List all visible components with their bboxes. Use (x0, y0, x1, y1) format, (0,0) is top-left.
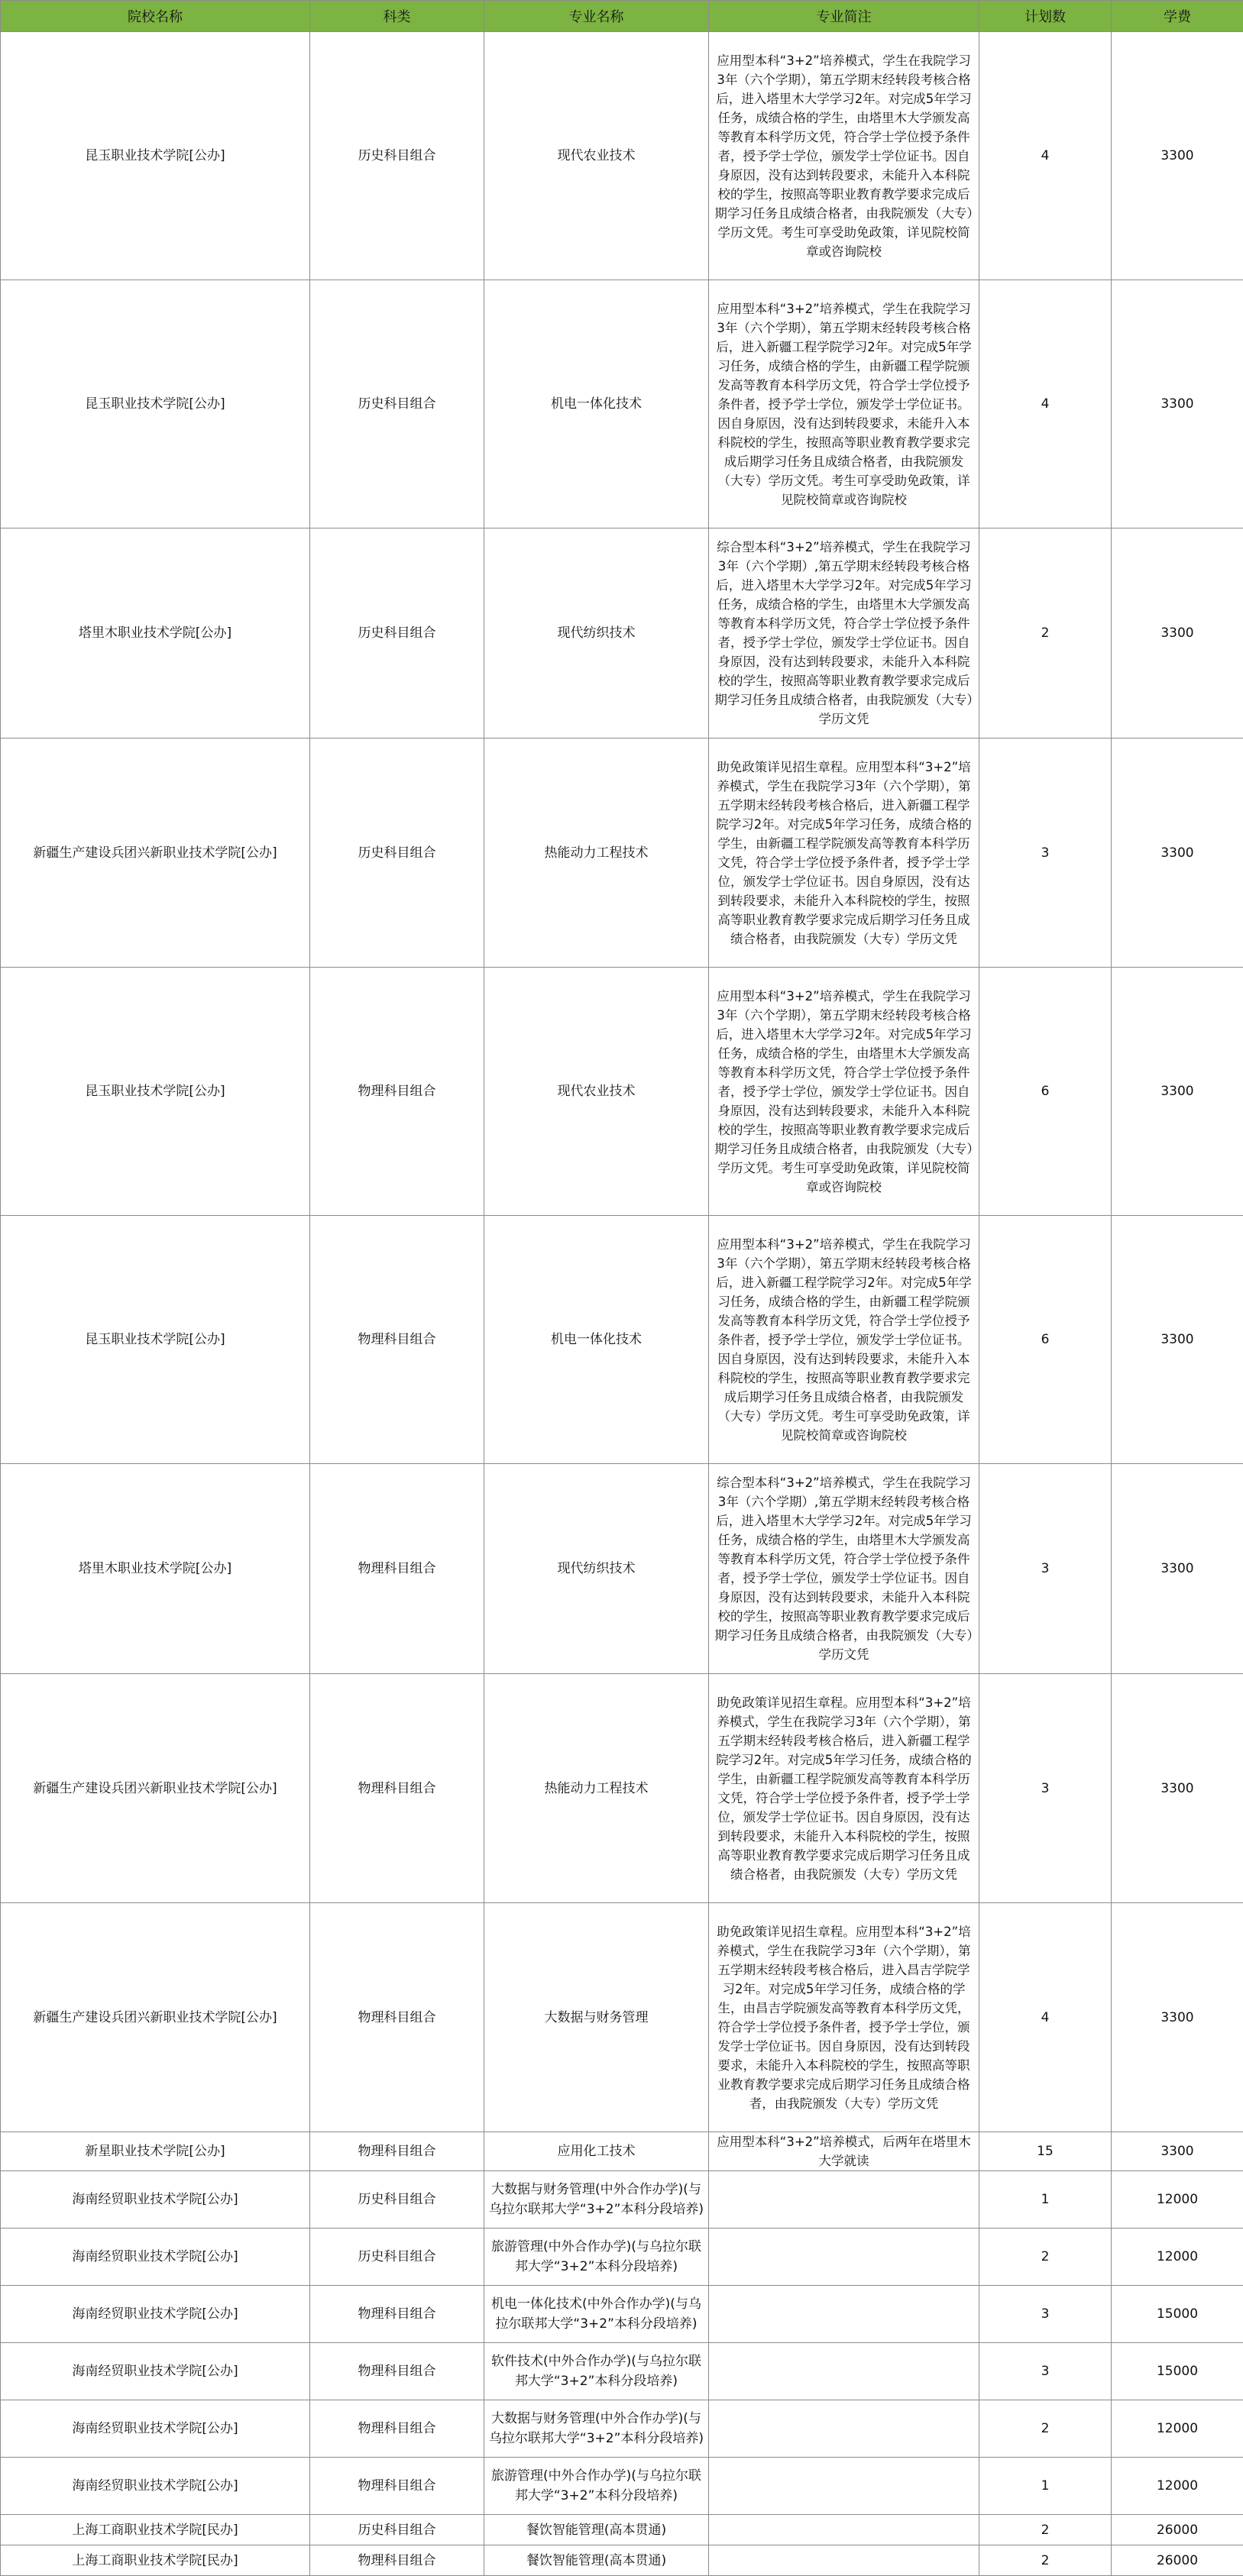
fee-cell: 12000 (1112, 2400, 1243, 2458)
school-cell: 昆玉职业技术学院[公办] (1, 32, 310, 280)
major-cell: 机电一体化技术 (484, 1216, 709, 1464)
plan-cell: 1 (979, 2458, 1112, 2515)
major-cell: 机电一体化技术(中外合作办学)(与乌拉尔联邦大学“3+2”本科分段培养) (484, 2286, 709, 2343)
header-plan: 计划数 (979, 1, 1112, 32)
note-cell: 应用型本科“3+2”培养模式，后两年在塔里木大学就读 (709, 2132, 979, 2171)
note-cell (709, 2515, 979, 2545)
category-cell: 历史科目组合 (310, 2171, 484, 2229)
category-cell: 历史科目组合 (310, 280, 484, 528)
fee-cell: 12000 (1112, 2171, 1243, 2229)
fee-cell: 3300 (1112, 1674, 1243, 1903)
major-cell: 现代纺织技术 (484, 528, 709, 739)
table-row (1, 2229, 1243, 2286)
table-row (1, 280, 1243, 528)
note-cell (709, 2458, 979, 2515)
category-cell: 物理科目组合 (310, 2132, 484, 2171)
header-category: 科类 (310, 1, 484, 32)
category-cell: 物理科目组合 (310, 1674, 484, 1903)
table-row (1, 2171, 1243, 2229)
note-cell: 应用型本科“3+2”培养模式，学生在我院学习3年（六个学期），第五学期末经转段考核合格后，进入塔里木大学学习2年。对完成5年学习任务，成绩合格的学生，由塔里木大学颁发高等教育本科学历文凭，符合学士学位授予条件者，授予学士学位，颁发学士学位证书。因自身原因，没有达到转段要求，未能升入本科院校的学生，按照高等职业教育教学要求完成后期学习任务且成绩合格者，由我院颁发（大专）学历文凭。考生可享受助免政策，详见院校简章或咨询院校 (709, 32, 979, 280)
table-header-row (1, 1, 1243, 32)
major-cell: 大数据与财务管理(中外合作办学)(与乌拉尔联邦大学“3+2”本科分段培养) (484, 2171, 709, 2229)
fee-cell: 3300 (1112, 1464, 1243, 1674)
fee-cell: 3300 (1112, 1216, 1243, 1464)
school-cell: 新疆生产建设兵团兴新职业技术学院[公办] (1, 739, 310, 968)
school-cell: 昆玉职业技术学院[公办] (1, 968, 310, 1216)
table-row (1, 1903, 1243, 2132)
plan-cell: 6 (979, 968, 1112, 1216)
major-cell: 现代农业技术 (484, 32, 709, 280)
plan-cell: 1 (979, 2171, 1112, 2229)
table-row (1, 2515, 1243, 2545)
table-row (1, 739, 1243, 968)
note-cell (709, 2286, 979, 2343)
table-row (1, 968, 1243, 1216)
plan-cell: 3 (979, 1674, 1112, 1903)
school-cell: 海南经贸职业技术学院[公办] (1, 2229, 310, 2286)
school-cell: 海南经贸职业技术学院[公办] (1, 2458, 310, 2515)
school-cell: 上海工商职业技术学院[民办] (1, 2545, 310, 2576)
fee-cell: 3300 (1112, 1903, 1243, 2132)
note-cell: 助免政策详见招生章程。应用型本科“3+2”培养模式，学生在我院学习3年（六个学期），第五学期末经转段考核合格后，进入新疆工程学院学习2年。对完成5年学习任务，成绩合格的学生，由新疆工程学院颁发高等教育本科学历文凭，符合学士学位授予条件者，授予学士学位，颁发学士学位证书。因自身原因，没有达到转段要求，未能升入本科院校的学生，按照高等职业教育教学要求完成后期学习任务且成绩合格者，由我院颁发（大专）学历文凭 (709, 1674, 979, 1903)
major-cell: 现代农业技术 (484, 968, 709, 1216)
table-row (1, 2132, 1243, 2171)
major-cell: 大数据与财务管理 (484, 1903, 709, 2132)
note-cell (709, 2171, 979, 2229)
school-cell: 塔里木职业技术学院[公办] (1, 1464, 310, 1674)
plan-cell: 4 (979, 280, 1112, 528)
header-note: 专业简注 (709, 1, 979, 32)
plan-cell: 3 (979, 739, 1112, 968)
fee-cell: 15000 (1112, 2286, 1243, 2343)
plan-cell: 6 (979, 1216, 1112, 1464)
major-cell: 机电一体化技术 (484, 280, 709, 528)
category-cell: 物理科目组合 (310, 1464, 484, 1674)
school-cell: 海南经贸职业技术学院[公办] (1, 2171, 310, 2229)
major-cell: 现代纺织技术 (484, 1464, 709, 1674)
category-cell: 物理科目组合 (310, 2458, 484, 2515)
note-cell (709, 2545, 979, 2576)
major-cell: 餐饮智能管理(高本贯通) (484, 2515, 709, 2545)
table-row (1, 528, 1243, 739)
plan-cell: 2 (979, 2545, 1112, 2576)
fee-cell: 3300 (1112, 968, 1243, 1216)
fee-cell: 15000 (1112, 2343, 1243, 2400)
plan-cell: 4 (979, 32, 1112, 280)
major-cell: 热能动力工程技术 (484, 1674, 709, 1903)
note-cell (709, 2343, 979, 2400)
table-row (1, 2458, 1243, 2515)
fee-cell: 12000 (1112, 2229, 1243, 2286)
fee-cell: 3300 (1112, 739, 1243, 968)
fee-cell: 12000 (1112, 2458, 1243, 2515)
plan-cell: 2 (979, 2400, 1112, 2458)
category-cell: 物理科目组合 (310, 2286, 484, 2343)
fee-cell: 26000 (1112, 2515, 1243, 2545)
plan-cell: 2 (979, 528, 1112, 739)
major-cell: 餐饮智能管理(高本贯通) (484, 2545, 709, 2576)
table-row (1, 1464, 1243, 1674)
note-cell: 综合型本科“3+2”培养模式，学生在我院学习3年（六个学期）,第五学期末经转段考核合格后，进入塔里木大学学习2年。对完成5年学习任务，成绩合格的学生，由塔里木大学颁发高等教育本科学历文凭，符合学士学位授予条件者，授予学士学位，颁发学士学位证书。因自身原因，没有达到转段要求，未能升入本科院校的学生，按照高等职业教育教学要求完成后期学习任务且成绩合格者，由我院颁发（大专）学历文凭 (709, 1464, 979, 1674)
category-cell: 物理科目组合 (310, 1216, 484, 1464)
category-cell: 历史科目组合 (310, 2515, 484, 2545)
header-fee: 学费 (1112, 1, 1243, 32)
category-cell: 历史科目组合 (310, 32, 484, 280)
plan-cell: 2 (979, 2515, 1112, 2545)
category-cell: 物理科目组合 (310, 2400, 484, 2458)
major-cell: 旅游管理(中外合作办学)(与乌拉尔联邦大学“3+2”本科分段培养) (484, 2229, 709, 2286)
plan-cell: 2 (979, 2229, 1112, 2286)
note-cell (709, 2400, 979, 2458)
plan-cell: 15 (979, 2132, 1112, 2171)
school-cell: 昆玉职业技术学院[公办] (1, 280, 310, 528)
table-row (1, 32, 1243, 280)
note-cell: 应用型本科“3+2”培养模式，学生在我院学习3年（六个学期），第五学期末经转段考核合格后，进入新疆工程学院学习2年。对完成5年学习任务，成绩合格的学生，由新疆工程学院颁发高等教育本科学历文凭，符合学士学位授予条件者，授予学士学位，颁发学士学位证书。因自身原因，没有达到转段要求，未能升入本科院校的学生，按照高等职业教育教学要求完成后期学习任务且成绩合格者，由我院颁发（大专）学历文凭。考生可享受助免政策，详见院校简章或咨询院校 (709, 1216, 979, 1464)
category-cell: 物理科目组合 (310, 1903, 484, 2132)
fee-cell: 3300 (1112, 32, 1243, 280)
category-cell: 物理科目组合 (310, 968, 484, 1216)
note-cell: 应用型本科“3+2”培养模式，学生在我院学习3年（六个学期），第五学期末经转段考核合格后，进入塔里木大学学习2年。对完成5年学习任务，成绩合格的学生，由塔里木大学颁发高等教育本科学历文凭，符合学士学位授予条件者，授予学士学位，颁发学士学位证书。因自身原因，没有达到转段要求，未能升入本科院校的学生，按照高等职业教育教学要求完成后期学习任务且成绩合格者，由我院颁发（大专）学历文凭。考生可享受助免政策，详见院校简章或咨询院校 (709, 968, 979, 1216)
school-cell: 上海工商职业技术学院[民办] (1, 2515, 310, 2545)
school-cell: 昆玉职业技术学院[公办] (1, 1216, 310, 1464)
category-cell: 物理科目组合 (310, 2545, 484, 2576)
table-row (1, 2343, 1243, 2400)
table-row (1, 2400, 1243, 2458)
major-cell: 大数据与财务管理(中外合作办学)(与乌拉尔联邦大学“3+2”本科分段培养) (484, 2400, 709, 2458)
plan-cell: 3 (979, 1464, 1112, 1674)
category-cell: 历史科目组合 (310, 528, 484, 739)
category-cell: 物理科目组合 (310, 2343, 484, 2400)
plan-cell: 3 (979, 2343, 1112, 2400)
note-cell: 应用型本科“3+2”培养模式，学生在我院学习3年（六个学期），第五学期末经转段考核合格后，进入新疆工程学院学习2年。对完成5年学习任务，成绩合格的学生，由新疆工程学院颁发高等教育本科学历文凭，符合学士学位授予条件者，授予学士学位，颁发学士学位证书。因自身原因，没有达到转段要求，未能升入本科院校的学生，按照高等职业教育教学要求完成后期学习任务且成绩合格者，由我院颁发（大专）学历文凭。考生可享受助免政策，详见院校简章或咨询院校 (709, 280, 979, 528)
school-cell: 新星职业技术学院[公办] (1, 2132, 310, 2171)
note-cell: 综合型本科“3+2”培养模式，学生在我院学习3年（六个学期）,第五学期末经转段考核合格后，进入塔里木大学学习2年。对完成5年学习任务，成绩合格的学生，由塔里木大学颁发高等教育本科学历文凭，符合学士学位授予条件者，授予学士学位，颁发学士学位证书。因自身原因，没有达到转段要求，未能升入本科院校的学生，按照高等职业教育教学要求完成后期学习任务且成绩合格者，由我院颁发（大专）学历文凭 (709, 528, 979, 739)
school-cell: 海南经贸职业技术学院[公办] (1, 2343, 310, 2400)
school-cell: 新疆生产建设兵团兴新职业技术学院[公办] (1, 1674, 310, 1903)
header-school: 院校名称 (1, 1, 310, 32)
fee-cell: 3300 (1112, 528, 1243, 739)
note-cell: 助免政策详见招生章程。应用型本科“3+2”培养模式，学生在我院学习3年（六个学期），第五学期末经转段考核合格后，进入新疆工程学院学习2年。对完成5年学习任务，成绩合格的学生，由新疆工程学院颁发高等教育本科学历文凭，符合学士学位授予条件者，授予学士学位，颁发学士学位证书。因自身原因，没有达到转段要求，未能升入本科院校的学生，按照高等职业教育教学要求完成后期学习任务且成绩合格者，由我院颁发（大专）学历文凭 (709, 739, 979, 968)
table-row (1, 2286, 1243, 2343)
table-row (1, 1674, 1243, 1903)
header-major: 专业名称 (484, 1, 709, 32)
note-cell (709, 2229, 979, 2286)
major-cell: 热能动力工程技术 (484, 739, 709, 968)
major-cell: 旅游管理(中外合作办学)(与乌拉尔联邦大学“3+2”本科分段培养) (484, 2458, 709, 2515)
major-cell: 软件技术(中外合作办学)(与乌拉尔联邦大学“3+2”本科分段培养) (484, 2343, 709, 2400)
category-cell: 历史科目组合 (310, 2229, 484, 2286)
school-cell: 新疆生产建设兵团兴新职业技术学院[公办] (1, 1903, 310, 2132)
school-cell: 海南经贸职业技术学院[公办] (1, 2400, 310, 2458)
major-cell: 应用化工技术 (484, 2132, 709, 2171)
fee-cell: 26000 (1112, 2545, 1243, 2576)
plan-cell: 3 (979, 2286, 1112, 2343)
category-cell: 历史科目组合 (310, 739, 484, 968)
plan-cell: 4 (979, 1903, 1112, 2132)
school-cell: 海南经贸职业技术学院[公办] (1, 2286, 310, 2343)
note-cell: 助免政策详见招生章程。应用型本科“3+2”培养模式，学生在我院学习3年（六个学期），第五学期末经转段考核合格后，进入昌吉学院学习2年。对完成5年学习任务，成绩合格的学生，由昌吉学院颁发高等教育本科学历文凭，符合学士学位授予条件者，授予学士学位，颁发学士学位证书。因自身原因，没有达到转段要求，未能升入本科院校的学生，按照高等职业教育教学要求完成后期学习任务且成绩合格者，由我院颁发（大专）学历文凭 (709, 1903, 979, 2132)
fee-cell: 3300 (1112, 2132, 1243, 2171)
fee-cell: 3300 (1112, 280, 1243, 528)
school-cell: 塔里木职业技术学院[公办] (1, 528, 310, 739)
table-row (1, 2545, 1243, 2576)
table-row (1, 1216, 1243, 1464)
